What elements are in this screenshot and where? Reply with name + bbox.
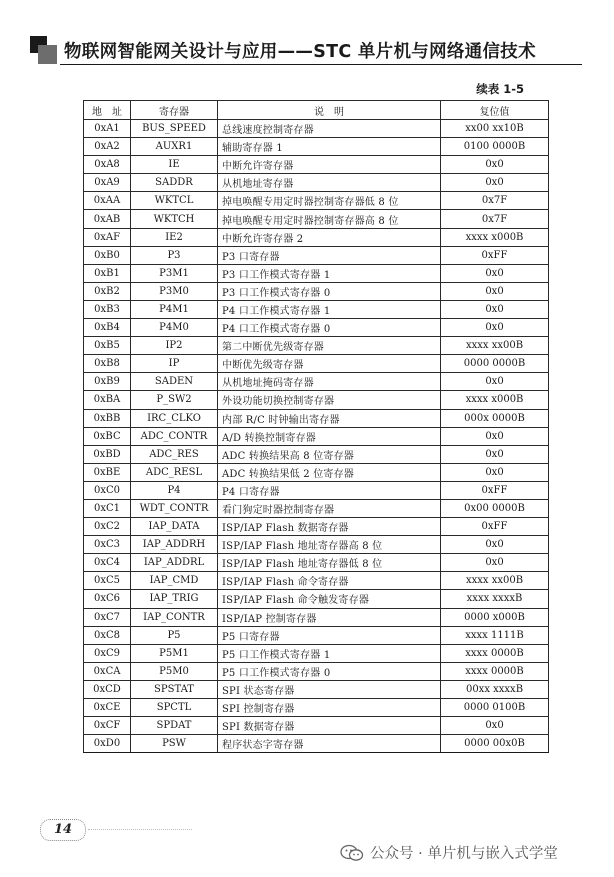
address-cell: 0xC0 xyxy=(84,481,131,499)
register-cell: SPCTL xyxy=(131,699,218,717)
address-cell: 0xB3 xyxy=(84,300,131,318)
reset-value-cell: 0000 00x0B xyxy=(441,735,549,753)
address-cell: 0xB4 xyxy=(84,319,131,337)
table-row xyxy=(84,156,549,174)
reset-value-cell: 0x0 xyxy=(441,445,549,463)
register-cell: P3M0 xyxy=(131,282,218,300)
reset-value-cell: xx00 xx10B xyxy=(441,120,549,138)
table-row xyxy=(84,662,549,680)
description-cell: 从机地址掩码寄存器 xyxy=(218,373,441,391)
table-row xyxy=(84,735,549,753)
table-row xyxy=(84,463,549,481)
description-cell: 掉电唤醒专用定时器控制寄存器高 8 位 xyxy=(218,210,441,228)
table-row xyxy=(84,228,549,246)
address-cell: 0xC8 xyxy=(84,626,131,644)
table-row xyxy=(84,174,549,192)
register-cell: P4M1 xyxy=(131,300,218,318)
description-cell: 中断优先级寄存器 xyxy=(218,355,441,373)
register-cell: IAP_ADDRL xyxy=(131,554,218,572)
table-row xyxy=(84,608,549,626)
running-header-title: 物联网智能网关设计与应用——STC 单片机与网络通信技术 xyxy=(64,42,536,62)
reset-value-cell: 0x0 xyxy=(441,264,549,282)
description-cell: 第二中断优先级寄存器 xyxy=(218,337,441,355)
description-cell: ISP/IAP Flash 数据寄存器 xyxy=(218,518,441,536)
description-cell: P3 口寄存器 xyxy=(218,246,441,264)
description-cell: ISP/IAP Flash 命令触发寄存器 xyxy=(218,590,441,608)
description-cell: 从机地址寄存器 xyxy=(218,174,441,192)
reset-value-cell: xxxx xx00B xyxy=(441,337,549,355)
reset-value-cell: 0x0 xyxy=(441,319,549,337)
wechat-icon xyxy=(340,844,364,862)
table-row xyxy=(84,319,549,337)
table-row xyxy=(84,282,549,300)
reset-value-cell: xxxx 1111B xyxy=(441,626,549,644)
register-cell: IP2 xyxy=(131,337,218,355)
address-cell: 0xC4 xyxy=(84,554,131,572)
table-row xyxy=(84,699,549,717)
column-header-register: 寄存器 xyxy=(131,101,218,120)
description-cell: P4 口寄存器 xyxy=(218,481,441,499)
description-cell: A/D 转换控制寄存器 xyxy=(218,427,441,445)
description-cell: ISP/IAP Flash 命令寄存器 xyxy=(218,572,441,590)
description-cell: ISP/IAP 控制寄存器 xyxy=(218,608,441,626)
description-cell: SPI 数据寄存器 xyxy=(218,717,441,735)
register-cell: BUS_SPEED xyxy=(131,120,218,138)
register-cell: P5 xyxy=(131,626,218,644)
description-cell: 掉电唤醒专用定时器控制寄存器低 8 位 xyxy=(218,192,441,210)
register-cell: IAP_CMD xyxy=(131,572,218,590)
address-cell: 0xC7 xyxy=(84,608,131,626)
address-cell: 0xC1 xyxy=(84,499,131,517)
description-cell: P3 口工作模式寄存器 0 xyxy=(218,282,441,300)
description-cell: P5 口寄存器 xyxy=(218,626,441,644)
header-corner-mark xyxy=(30,36,58,64)
register-cell: SPSTAT xyxy=(131,680,218,698)
reset-value-cell: 0xFF xyxy=(441,481,549,499)
table-row xyxy=(84,300,549,318)
reset-value-cell: xxxx xx00B xyxy=(441,572,549,590)
register-cell: IE2 xyxy=(131,228,218,246)
description-cell: 外设功能切换控制寄存器 xyxy=(218,391,441,409)
address-cell: 0xCA xyxy=(84,662,131,680)
table-row xyxy=(84,427,549,445)
register-cell: P3 xyxy=(131,246,218,264)
description-cell: ADC 转换结果高 8 位寄存器 xyxy=(218,445,441,463)
reset-value-cell: 0x0 xyxy=(441,282,549,300)
reset-value-cell: 0x7F xyxy=(441,210,549,228)
reset-value-cell: xxxx xxxxB xyxy=(441,590,549,608)
reset-value-cell: 0x0 xyxy=(441,300,549,318)
table-row xyxy=(84,373,549,391)
address-cell: 0xC2 xyxy=(84,518,131,536)
description-cell: P5 口工作模式寄存器 0 xyxy=(218,662,441,680)
description-cell: SPI 状态寄存器 xyxy=(218,680,441,698)
description-cell: 看门狗定时器控制寄存器 xyxy=(218,499,441,517)
register-cell: IAP_ADDRH xyxy=(131,536,218,554)
register-cell: P_SW2 xyxy=(131,391,218,409)
reset-value-cell: 0000 0000B xyxy=(441,355,549,373)
register-cell: P5M1 xyxy=(131,644,218,662)
description-cell: 中断允许寄存器 2 xyxy=(218,228,441,246)
register-cell: WKTCH xyxy=(131,210,218,228)
register-cell: IAP_TRIG xyxy=(131,590,218,608)
description-cell: P5 口工作模式寄存器 1 xyxy=(218,644,441,662)
address-cell: 0xBC xyxy=(84,427,131,445)
table-row xyxy=(84,644,549,662)
reset-value-cell: 0x0 xyxy=(441,536,549,554)
address-cell: 0xB1 xyxy=(84,264,131,282)
reset-value-cell: xxxx 0000B xyxy=(441,662,549,680)
register-cell: SPDAT xyxy=(131,717,218,735)
register-cell: IAP_DATA xyxy=(131,518,218,536)
table-row xyxy=(84,445,549,463)
address-cell: 0xB2 xyxy=(84,282,131,300)
address-cell: 0xA8 xyxy=(84,156,131,174)
table-row xyxy=(84,554,549,572)
address-cell: 0xB8 xyxy=(84,355,131,373)
reset-value-cell: 0x0 xyxy=(441,463,549,481)
register-cell: IE xyxy=(131,156,218,174)
address-cell: 0xBA xyxy=(84,391,131,409)
table-row xyxy=(84,590,549,608)
register-cell: ADC_CONTR xyxy=(131,427,218,445)
description-cell: SPI 控制寄存器 xyxy=(218,699,441,717)
header-rule xyxy=(60,64,582,65)
description-cell: 程序状态字寄存器 xyxy=(218,735,441,753)
table-row xyxy=(84,717,549,735)
address-cell: 0xAA xyxy=(84,192,131,210)
reset-value-cell: xxxx x000B xyxy=(441,228,549,246)
column-header-reset-value: 复位值 xyxy=(441,101,549,120)
table-row xyxy=(84,409,549,427)
address-cell: 0xA9 xyxy=(84,174,131,192)
description-cell: ADC 转换结果低 2 位寄存器 xyxy=(218,463,441,481)
reset-value-cell: 0x0 xyxy=(441,554,549,572)
register-cell: AUXR1 xyxy=(131,138,218,156)
table-row xyxy=(84,264,549,282)
address-cell: 0xCF xyxy=(84,717,131,735)
table-header-row xyxy=(84,101,549,120)
description-cell: ISP/IAP Flash 地址寄存器高 8 位 xyxy=(218,536,441,554)
register-cell: IRC_CLKO xyxy=(131,409,218,427)
page-number: 14 xyxy=(40,819,86,841)
address-cell: 0xA2 xyxy=(84,138,131,156)
table-row xyxy=(84,391,549,409)
description-cell: 中断允许寄存器 xyxy=(218,156,441,174)
reset-value-cell: 0000 x000B xyxy=(441,608,549,626)
table-row xyxy=(84,499,549,517)
reset-value-cell: 0000 0100B xyxy=(441,699,549,717)
reset-value-cell: 0x0 xyxy=(441,174,549,192)
address-cell: 0xAF xyxy=(84,228,131,246)
table-row xyxy=(84,355,549,373)
table-row xyxy=(84,626,549,644)
register-cell: PSW xyxy=(131,735,218,753)
table-row xyxy=(84,246,549,264)
address-cell: 0xB5 xyxy=(84,337,131,355)
register-cell: WDT_CONTR xyxy=(131,499,218,517)
register-cell: P4M0 xyxy=(131,319,218,337)
reset-value-cell: 0100 0000B xyxy=(441,138,549,156)
description-cell: 辅助寄存器 1 xyxy=(218,138,441,156)
address-cell: 0xB9 xyxy=(84,373,131,391)
register-cell: SADEN xyxy=(131,373,218,391)
register-table xyxy=(83,100,549,753)
reset-value-cell: 00xx xxxxB xyxy=(441,680,549,698)
watermark-text: 公众号 · 单片机与嵌入式学堂 xyxy=(370,846,558,862)
address-cell: 0xC3 xyxy=(84,536,131,554)
description-cell: 总线速度控制寄存器 xyxy=(218,120,441,138)
address-cell: 0xBD xyxy=(84,445,131,463)
table-row xyxy=(84,210,549,228)
table-row xyxy=(84,192,549,210)
footer-dotted-line xyxy=(88,829,192,830)
table-row xyxy=(84,481,549,499)
register-cell: P3M1 xyxy=(131,264,218,282)
reset-value-cell: xxxx x000B xyxy=(441,391,549,409)
table-row xyxy=(84,536,549,554)
register-cell: WKTCL xyxy=(131,192,218,210)
address-cell: 0xAB xyxy=(84,210,131,228)
reset-value-cell: 0x0 xyxy=(441,427,549,445)
register-cell: P5M0 xyxy=(131,662,218,680)
reset-value-cell: 0x0 xyxy=(441,156,549,174)
register-cell: IP xyxy=(131,355,218,373)
reset-value-cell: 0x00 0000B xyxy=(441,499,549,517)
address-cell: 0xCE xyxy=(84,699,131,717)
table-row xyxy=(84,337,549,355)
table-row xyxy=(84,518,549,536)
address-cell: 0xB0 xyxy=(84,246,131,264)
watermark xyxy=(340,842,558,863)
reset-value-cell: xxxx 0000B xyxy=(441,644,549,662)
register-cell: IAP_CONTR xyxy=(131,608,218,626)
reset-value-cell: 0xFF xyxy=(441,246,549,264)
reset-value-cell: 0x0 xyxy=(441,717,549,735)
table-row xyxy=(84,572,549,590)
table-row xyxy=(84,680,549,698)
reset-value-cell: 0xFF xyxy=(441,518,549,536)
description-cell: ISP/IAP Flash 地址寄存器低 8 位 xyxy=(218,554,441,572)
register-cell: ADC_RESL xyxy=(131,463,218,481)
register-table-body xyxy=(84,120,549,753)
address-cell: 0xD0 xyxy=(84,735,131,753)
column-header-address: 地 址 xyxy=(84,101,131,120)
description-cell: P3 口工作模式寄存器 1 xyxy=(218,264,441,282)
register-cell: ADC_RES xyxy=(131,445,218,463)
reset-value-cell: 0x0 xyxy=(441,373,549,391)
address-cell: 0xC9 xyxy=(84,644,131,662)
address-cell: 0xBE xyxy=(84,463,131,481)
table-row xyxy=(84,120,549,138)
description-cell: P4 口工作模式寄存器 1 xyxy=(218,300,441,318)
column-header-description: 说 明 xyxy=(218,101,441,120)
reset-value-cell: 0x7F xyxy=(441,192,549,210)
table-row xyxy=(84,138,549,156)
address-cell: 0xA1 xyxy=(84,120,131,138)
description-cell: P4 口工作模式寄存器 0 xyxy=(218,319,441,337)
register-cell: SADDR xyxy=(131,174,218,192)
description-cell: 内部 R/C 时钟输出寄存器 xyxy=(218,409,441,427)
address-cell: 0xCD xyxy=(84,680,131,698)
reset-value-cell: 000x 0000B xyxy=(441,409,549,427)
register-cell: P4 xyxy=(131,481,218,499)
address-cell: 0xBB xyxy=(84,409,131,427)
table-caption: 续表 1-5 xyxy=(476,82,524,96)
address-cell: 0xC6 xyxy=(84,590,131,608)
address-cell: 0xC5 xyxy=(84,572,131,590)
